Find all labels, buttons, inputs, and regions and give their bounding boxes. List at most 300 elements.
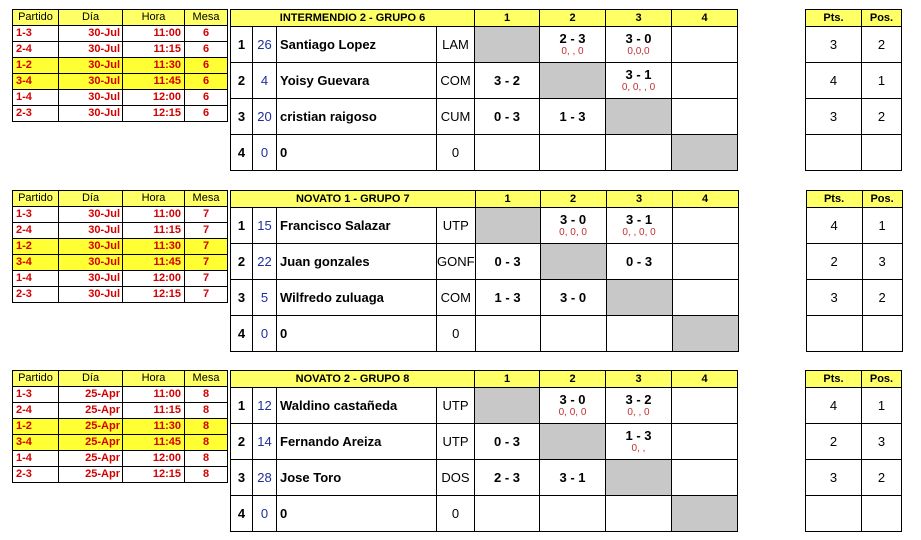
result-cell: [606, 63, 672, 99]
player-rank: 2: [862, 99, 902, 135]
result-cell: [672, 424, 738, 460]
spacer: [738, 63, 806, 99]
result-cell: [540, 208, 606, 244]
match-score: 3 - 1: [559, 470, 586, 485]
player-club: COM: [437, 63, 475, 99]
match-mesa: 7: [185, 255, 228, 271]
match-partido: 3-4: [13, 74, 59, 90]
player-name: Juan gonzales: [277, 244, 437, 280]
result-cell: [540, 27, 606, 63]
match-score: 0 - 3: [493, 434, 520, 449]
player-points: 2: [806, 244, 862, 280]
player-position: 4: [231, 496, 253, 532]
match-partido: 2-4: [13, 403, 59, 419]
hora-header: Hora: [123, 371, 185, 387]
match-dia: 25-Apr: [59, 467, 123, 483]
match-score: 1 - 3: [559, 109, 586, 124]
column-header-2: 2: [540, 10, 606, 27]
match-hora: 12:15: [123, 106, 185, 122]
column-header-1: 1: [475, 371, 540, 388]
player-points: 3: [806, 99, 862, 135]
match-hora: 12:15: [123, 467, 185, 483]
player-club: 0: [437, 316, 476, 352]
set-scores: 0, 0, , 0: [621, 82, 656, 93]
match-dia: 30-Jul: [59, 42, 123, 58]
player-number: 5: [253, 280, 277, 316]
result-cell: [540, 424, 606, 460]
spacer: [738, 244, 806, 280]
result-cell: [475, 496, 540, 532]
result-cell: [672, 496, 738, 532]
match-score: 3 - 0: [625, 31, 652, 46]
match-score: 2 - 3: [493, 470, 520, 485]
player-name: cristian raigoso: [277, 99, 437, 135]
column-header-4: 4: [672, 10, 738, 27]
player-row: [231, 496, 902, 532]
pts-header: Pts.: [806, 10, 862, 27]
match-mesa: 6: [185, 74, 228, 90]
match-score: 3 - 0: [560, 290, 587, 305]
match-score: 3 - 0: [559, 392, 586, 407]
match-mesa: 7: [185, 207, 228, 223]
player-points: [806, 496, 862, 532]
match-dia: 30-Jul: [59, 58, 123, 74]
match-score: 3 - 2: [625, 392, 652, 407]
player-row: [231, 388, 902, 424]
result-cell: [475, 388, 540, 424]
results-grid: [230, 9, 902, 171]
player-club: 0: [437, 135, 475, 171]
match-partido: 1-4: [13, 271, 59, 287]
player-rank: 1: [862, 63, 902, 99]
player-number: 4: [253, 63, 277, 99]
dia-header: Día: [59, 10, 123, 26]
match-score: 3 - 1: [626, 212, 653, 227]
match-mesa: 6: [185, 90, 228, 106]
result-cell: [475, 244, 540, 280]
match-dia: 30-Jul: [59, 90, 123, 106]
column-header-3: 3: [606, 10, 672, 27]
match-mesa: 8: [185, 435, 228, 451]
results-grid: [230, 190, 903, 352]
match-dia: 30-Jul: [59, 26, 123, 42]
player-name: Fernando Areiza: [277, 424, 437, 460]
player-points: [806, 135, 862, 171]
match-row: [13, 435, 228, 451]
player-position: 3: [231, 460, 253, 496]
spacer: [738, 27, 806, 63]
match-partido: 2-3: [13, 467, 59, 483]
set-scores: 0, , 0: [627, 407, 650, 418]
result-cell: [540, 280, 606, 316]
pos-header: Pos.: [862, 371, 902, 388]
match-partido: 1-3: [13, 387, 59, 403]
result-cell: [540, 316, 606, 352]
match-hora: 11:00: [123, 26, 185, 42]
column-header-1: 1: [475, 10, 540, 27]
result-cell: [540, 460, 606, 496]
match-mesa: 7: [185, 271, 228, 287]
result-cell: [606, 280, 672, 316]
match-row: [13, 223, 228, 239]
match-row: [13, 255, 228, 271]
player-points: 4: [806, 208, 862, 244]
player-row: [231, 244, 903, 280]
match-hora: 11:45: [123, 74, 185, 90]
result-cell: [672, 208, 738, 244]
result-cell: [606, 388, 672, 424]
spacer: [738, 208, 806, 244]
result-cell: [475, 424, 540, 460]
player-club: UTP: [437, 388, 475, 424]
schedule-table: [12, 9, 228, 122]
match-mesa: 8: [185, 403, 228, 419]
match-row: [13, 90, 228, 106]
player-rank: [862, 316, 902, 352]
player-points: [806, 316, 862, 352]
result-cell: [672, 135, 738, 171]
pts-header: Pts.: [806, 371, 862, 388]
partido-header: Partido: [13, 10, 59, 26]
match-mesa: 8: [185, 467, 228, 483]
result-cell: [606, 135, 672, 171]
result-cell: [672, 63, 738, 99]
match-dia: 25-Apr: [59, 403, 123, 419]
player-position: 4: [231, 316, 253, 352]
match-hora: 11:00: [123, 387, 185, 403]
match-dia: 30-Jul: [59, 255, 123, 271]
player-number: 22: [253, 244, 277, 280]
match-hora: 11:30: [123, 58, 185, 74]
group-title: INTERMENDIO 2 - GRUPO 6: [231, 10, 475, 27]
result-cell: [475, 99, 540, 135]
match-row: [13, 467, 228, 483]
match-row: [13, 42, 228, 58]
result-cell: [540, 135, 606, 171]
result-cell: [606, 244, 672, 280]
result-cell: [540, 99, 606, 135]
player-position: 1: [231, 27, 253, 63]
spacer: [738, 371, 806, 388]
spacer: [738, 388, 806, 424]
match-row: [13, 287, 228, 303]
match-mesa: 7: [185, 239, 228, 255]
result-cell: [606, 496, 672, 532]
match-row: [13, 74, 228, 90]
match-hora: 11:45: [123, 435, 185, 451]
match-dia: 30-Jul: [59, 271, 123, 287]
match-row: [13, 106, 228, 122]
player-position: 2: [231, 63, 253, 99]
player-row: [231, 135, 902, 171]
spacer: [738, 99, 806, 135]
group-title: NOVATO 2 - GRUPO 8: [231, 371, 475, 388]
player-name: Wilfredo zuluaga: [277, 280, 437, 316]
player-number: 14: [253, 424, 277, 460]
result-cell: [475, 316, 540, 352]
spacer: [738, 191, 806, 208]
match-dia: 30-Jul: [59, 207, 123, 223]
player-row: [231, 316, 903, 352]
result-cell: [475, 460, 540, 496]
result-cell: [606, 460, 672, 496]
player-number: 12: [253, 388, 277, 424]
player-points: 4: [806, 63, 862, 99]
match-mesa: 6: [185, 58, 228, 74]
match-dia: 25-Apr: [59, 451, 123, 467]
match-partido: 3-4: [13, 435, 59, 451]
player-club: LAM: [437, 27, 475, 63]
match-partido: 1-4: [13, 451, 59, 467]
result-cell: [540, 63, 606, 99]
match-mesa: 7: [185, 287, 228, 303]
player-club: 0: [437, 496, 475, 532]
group-block-8: [12, 370, 912, 532]
match-row: [13, 419, 228, 435]
player-rank: 2: [862, 460, 902, 496]
result-cell: [540, 388, 606, 424]
match-score: 0 - 3: [494, 254, 521, 269]
player-position: 1: [231, 208, 253, 244]
player-club: GONF: [437, 244, 476, 280]
match-row: [13, 451, 228, 467]
player-row: [231, 208, 903, 244]
match-dia: 25-Apr: [59, 419, 123, 435]
match-mesa: 8: [185, 419, 228, 435]
match-score: 3 - 0: [560, 212, 587, 227]
player-points: 3: [806, 280, 862, 316]
player-number: 0: [253, 135, 277, 171]
column-header-3: 3: [606, 371, 672, 388]
spacer: [738, 10, 806, 27]
mesa-header: Mesa: [185, 371, 228, 387]
result-cell: [672, 280, 738, 316]
results-grid: [230, 370, 902, 532]
match-hora: 12:00: [123, 271, 185, 287]
match-hora: 11:45: [123, 255, 185, 271]
column-header-1: 1: [475, 191, 540, 208]
player-position: 1: [231, 388, 253, 424]
match-score: 2 - 3: [559, 31, 586, 46]
player-name: 0: [277, 135, 437, 171]
player-club: UTP: [437, 424, 475, 460]
player-name: Santiago Lopez: [277, 27, 437, 63]
player-rank: [862, 496, 902, 532]
match-mesa: 8: [185, 451, 228, 467]
player-name: Jose Toro: [277, 460, 437, 496]
dia-header: Día: [59, 191, 123, 207]
player-row: [231, 63, 902, 99]
match-row: [13, 387, 228, 403]
match-partido: 1-3: [13, 207, 59, 223]
player-position: 2: [231, 244, 253, 280]
match-partido: 1-2: [13, 58, 59, 74]
column-header-4: 4: [672, 191, 738, 208]
match-row: [13, 26, 228, 42]
spacer: [738, 496, 806, 532]
match-hora: 11:15: [123, 223, 185, 239]
match-score: 1 - 3: [625, 428, 652, 443]
player-number: 15: [253, 208, 277, 244]
match-row: [13, 239, 228, 255]
match-partido: 1-4: [13, 90, 59, 106]
result-cell: [475, 27, 540, 63]
player-position: 4: [231, 135, 253, 171]
result-cell: [606, 99, 672, 135]
result-cell: [672, 244, 738, 280]
player-points: 3: [806, 27, 862, 63]
match-mesa: 6: [185, 42, 228, 58]
match-partido: 2-3: [13, 287, 59, 303]
match-dia: 30-Jul: [59, 106, 123, 122]
match-mesa: 8: [185, 387, 228, 403]
player-rank: 3: [862, 424, 902, 460]
spacer: [738, 424, 806, 460]
player-number: 26: [253, 27, 277, 63]
player-position: 3: [231, 280, 253, 316]
partido-header: Partido: [13, 191, 59, 207]
pos-header: Pos.: [862, 10, 902, 27]
match-dia: 30-Jul: [59, 223, 123, 239]
mesa-header: Mesa: [185, 191, 228, 207]
player-name: 0: [277, 496, 437, 532]
match-partido: 1-3: [13, 26, 59, 42]
result-cell: [475, 208, 540, 244]
pos-header: Pos.: [862, 191, 902, 208]
pts-header: Pts.: [806, 191, 862, 208]
player-number: 0: [253, 316, 277, 352]
set-scores: 0, , 0, 0: [622, 227, 656, 238]
group-block-6: [12, 9, 912, 171]
player-row: [231, 280, 903, 316]
spacer: [738, 460, 806, 496]
player-rank: 2: [862, 280, 902, 316]
player-club: UTP: [437, 208, 476, 244]
match-score: 3 - 2: [493, 73, 520, 88]
match-score: 0 - 3: [626, 254, 653, 269]
result-cell: [540, 496, 606, 532]
match-mesa: 6: [185, 26, 228, 42]
match-partido: 1-2: [13, 419, 59, 435]
column-header-2: 2: [540, 371, 606, 388]
match-row: [13, 271, 228, 287]
set-scores: 0, 0, 0: [559, 227, 587, 238]
player-points: 2: [806, 424, 862, 460]
player-club: COM: [437, 280, 476, 316]
match-score: 1 - 3: [494, 290, 521, 305]
hora-header: Hora: [123, 191, 185, 207]
player-number: 0: [253, 496, 277, 532]
result-cell: [606, 27, 672, 63]
result-cell: [672, 99, 738, 135]
match-partido: 3-4: [13, 255, 59, 271]
match-row: [13, 207, 228, 223]
set-scores: 0, 0, 0: [558, 407, 587, 418]
player-name: Francisco Salazar: [277, 208, 437, 244]
match-score: 3 - 1: [625, 67, 652, 82]
partido-header: Partido: [13, 371, 59, 387]
spacer: [738, 280, 806, 316]
player-club: DOS: [437, 460, 475, 496]
player-name: Yoisy Guevara: [277, 63, 437, 99]
player-number: 20: [253, 99, 277, 135]
match-dia: 25-Apr: [59, 435, 123, 451]
result-cell: [606, 424, 672, 460]
result-cell: [475, 63, 540, 99]
player-points: 4: [806, 388, 862, 424]
match-dia: 30-Jul: [59, 74, 123, 90]
spacer: [738, 135, 806, 171]
result-cell: [606, 316, 672, 352]
match-dia: 25-Apr: [59, 387, 123, 403]
player-rank: [862, 135, 902, 171]
match-dia: 30-Jul: [59, 287, 123, 303]
hora-header: Hora: [123, 10, 185, 26]
dia-header: Día: [59, 371, 123, 387]
match-hora: 11:00: [123, 207, 185, 223]
match-hora: 12:15: [123, 287, 185, 303]
set-scores: 0, , 0: [561, 46, 584, 57]
match-mesa: 6: [185, 106, 228, 122]
match-partido: 2-4: [13, 42, 59, 58]
match-partido: 2-3: [13, 106, 59, 122]
match-hora: 11:15: [123, 403, 185, 419]
schedule-table: [12, 370, 228, 483]
result-cell: [672, 388, 738, 424]
group-block-7: [12, 190, 912, 352]
player-rank: 3: [862, 244, 902, 280]
result-cell: [672, 460, 738, 496]
result-cell: [475, 135, 540, 171]
result-cell: [606, 208, 672, 244]
spacer: [738, 316, 806, 352]
match-hora: 11:15: [123, 42, 185, 58]
player-position: 3: [231, 99, 253, 135]
result-cell: [475, 280, 540, 316]
result-cell: [540, 244, 606, 280]
match-mesa: 7: [185, 223, 228, 239]
player-row: [231, 460, 902, 496]
match-hora: 11:30: [123, 239, 185, 255]
match-partido: 1-2: [13, 239, 59, 255]
match-row: [13, 403, 228, 419]
column-header-3: 3: [606, 191, 672, 208]
match-hora: 11:30: [123, 419, 185, 435]
player-row: [231, 424, 902, 460]
column-header-2: 2: [540, 191, 606, 208]
match-row: [13, 58, 228, 74]
player-number: 28: [253, 460, 277, 496]
match-hora: 12:00: [123, 90, 185, 106]
player-name: 0: [277, 316, 437, 352]
match-score: 0 - 3: [493, 109, 520, 124]
group-title: NOVATO 1 - GRUPO 7: [231, 191, 476, 208]
set-scores: 0,0,0: [627, 46, 650, 57]
player-club: CUM: [437, 99, 475, 135]
result-cell: [672, 27, 738, 63]
match-partido: 2-4: [13, 223, 59, 239]
player-position: 2: [231, 424, 253, 460]
player-row: [231, 27, 902, 63]
column-header-4: 4: [672, 371, 738, 388]
player-points: 3: [806, 460, 862, 496]
player-rank: 1: [862, 208, 902, 244]
set-scores: 0, ,: [631, 443, 646, 454]
result-cell: [672, 316, 738, 352]
mesa-header: Mesa: [185, 10, 228, 26]
player-name: Waldino castañeda: [277, 388, 437, 424]
player-rank: 1: [862, 388, 902, 424]
